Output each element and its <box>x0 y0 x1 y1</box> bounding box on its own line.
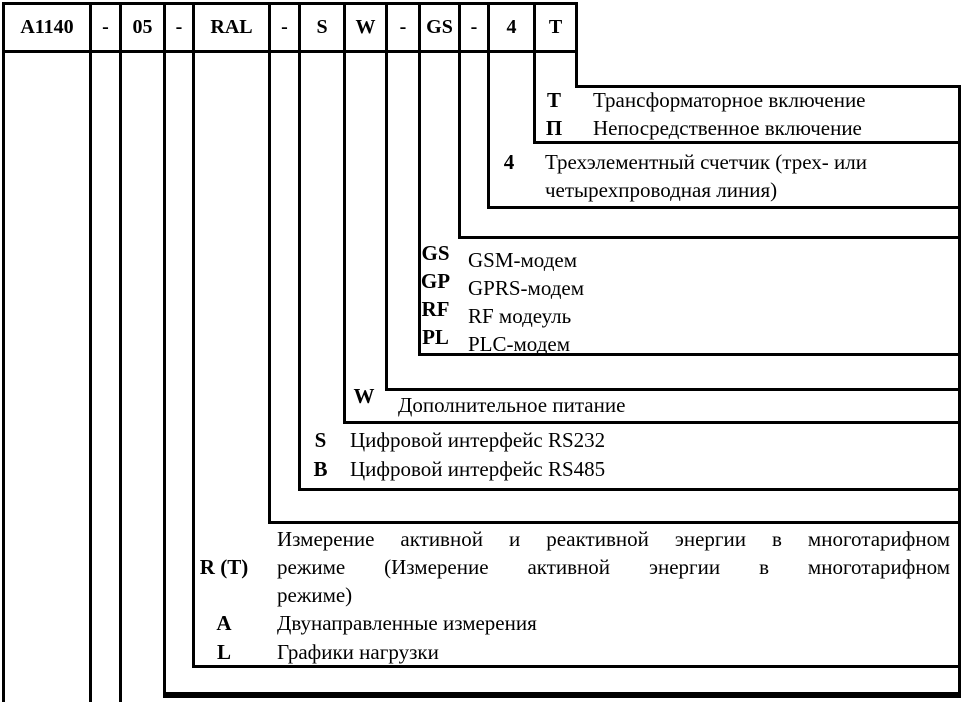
legend-desc-a: Двунаправленные измерения <box>277 611 537 635</box>
code-segment-power: W <box>346 5 388 50</box>
legend-key-p: П <box>545 116 563 140</box>
legend-key-a: A <box>216 611 232 635</box>
legend-desc-rf: RF модеуль <box>468 304 572 328</box>
legend-desc-s: Цифровой интерфейс RS232 <box>350 428 606 452</box>
legend-desc-pl: PLC-модем <box>468 332 570 356</box>
legend-key-rt: R (T) <box>199 555 249 579</box>
legend-desc-l: Графики нагрузки <box>277 640 439 664</box>
code-segment-dash: - <box>271 5 301 50</box>
code-table <box>2 2 578 53</box>
right-edge-line <box>958 85 961 698</box>
code-segment-functions: RAL <box>195 5 271 50</box>
legend-desc-gp: GPRS-модем <box>468 276 585 300</box>
legend-key-w: W <box>353 384 375 408</box>
code-segment-elements: 4 <box>490 5 536 50</box>
code-segment-interface: S <box>301 5 346 50</box>
legend-desc-w: Дополнительное питание <box>398 393 626 417</box>
code-segment-dash: - <box>388 5 421 50</box>
legend-desc-p: Непосредственное включение <box>593 116 862 140</box>
legend-desc-rt-line2: режиме (Измерение активной энергии в многотарифном <box>277 555 950 579</box>
code-segment-dash: - <box>92 5 122 50</box>
code-segment-version: 05 <box>122 5 166 50</box>
legend-desc-4: Трехэлементный счетчик (трех- или четырехпроводная линия) <box>545 150 867 202</box>
legend-desc-t: Трансформаторное включение <box>593 88 866 112</box>
legend-key-pl: PL <box>422 325 449 349</box>
legend-key-gp: GP <box>420 269 451 293</box>
legend-key-4: 4 <box>503 150 515 174</box>
code-segment-modem: GS <box>421 5 461 50</box>
legend-key-l: L <box>216 640 231 664</box>
drop-line-model-right <box>89 50 92 702</box>
legend-key-rf: RF <box>421 297 450 321</box>
legend-key-gs: GS <box>421 241 450 265</box>
legend-desc-gs: GSM-модем <box>468 248 577 272</box>
legend-desc-rt-line3: режиме) <box>277 583 353 607</box>
code-segment-model: A1140 <box>5 5 92 50</box>
legend-key-b: B <box>313 457 328 481</box>
code-segment-dash: - <box>461 5 490 50</box>
drop-line-left-edge <box>2 50 5 702</box>
code-segment-connection: T <box>548 16 563 38</box>
legend-key-t: T <box>546 88 561 112</box>
code-segment-dash: - <box>166 5 195 50</box>
legend-desc-b: Цифровой интерфейс RS485 <box>350 457 606 481</box>
drop-line-version-left <box>119 50 122 702</box>
legend-key-s: S <box>314 428 327 452</box>
legend-desc-rt <box>277 525 950 609</box>
legend-desc-rt-line1: Измерение активной и реактивной энергии в многотарифном <box>277 527 950 551</box>
